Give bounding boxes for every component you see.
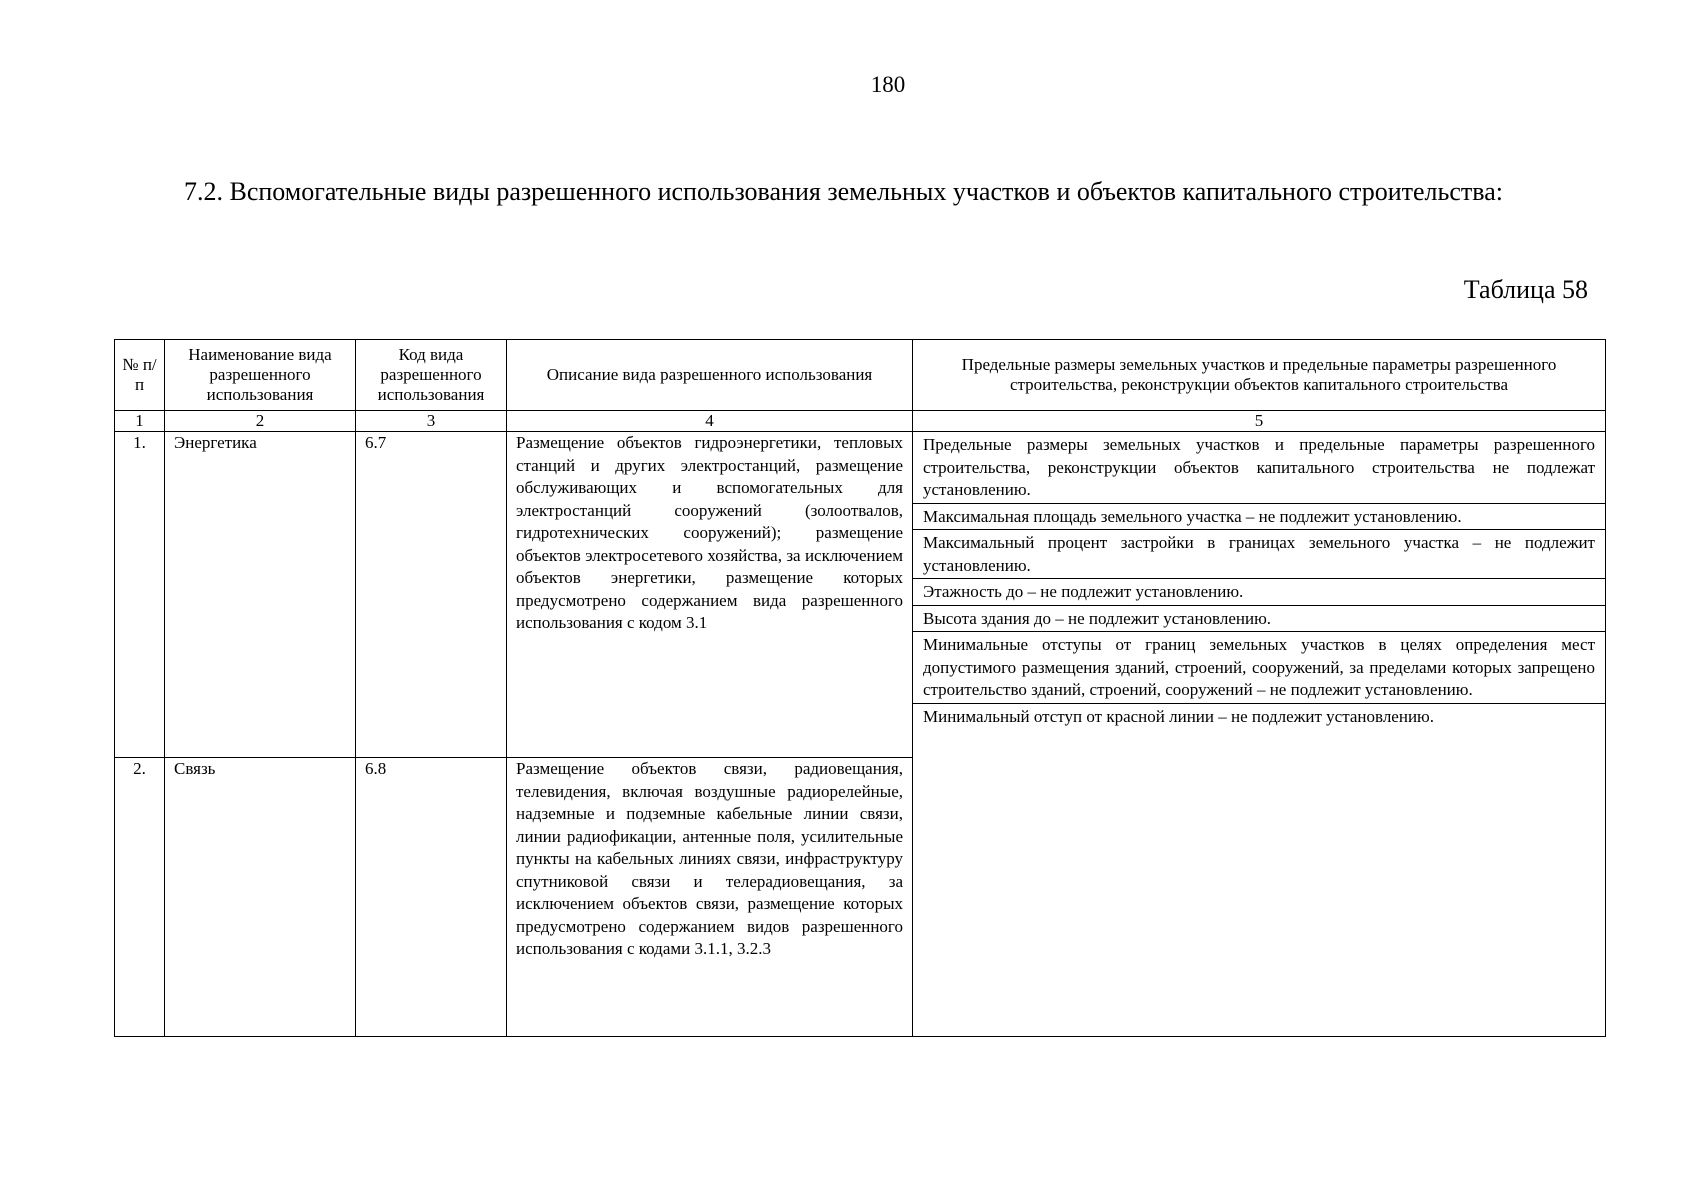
land-use-table — [114, 339, 1606, 1037]
header-no: № п/п — [115, 340, 165, 411]
row-no: 2. — [115, 758, 165, 1037]
table-row — [115, 432, 1606, 758]
section-heading-text: 7.2. Вспомогательные виды разрешенного использования земельных участков и объектов капитального строительства: — [184, 177, 1503, 206]
table-caption: Таблица 58 — [1463, 275, 1588, 304]
parameter-item: Этажность до – не подлежит установлению. — [913, 579, 1605, 606]
column-number-row — [115, 411, 1606, 432]
section-heading — [114, 176, 1588, 208]
header-name: Наименование вида разрешенного использования — [165, 340, 356, 411]
parameter-item: Высота здания до – не подлежит установлению. — [913, 606, 1605, 633]
column-number: 1 — [115, 411, 165, 432]
row-no: 1. — [115, 432, 165, 758]
parameter-item: Максимальная площадь земельного участка – не подлежит установлению. — [913, 504, 1605, 531]
parameter-item: Предельные размеры земельных участков и предельные параметры разрешенного строительства, реконструкции объектов капитального строительства не подлежат установлению. — [913, 432, 1605, 504]
header-code: Код вида разрешенного использования — [356, 340, 507, 411]
column-number: 2 — [165, 411, 356, 432]
column-number: 3 — [356, 411, 507, 432]
column-number: 4 — [507, 411, 913, 432]
page-number: 180 — [870, 72, 906, 97]
row-description: Размещение объектов связи, радиовещания, телевидения, включая воздушные радиорелейные, надземные и подземные кабельные линии связи, линии радиофикации, антенные поля, усилительные пункты на кабельных линиях связи, инфраструктуру спутниковой связи и телерадиовещания, за исключением объектов связи, размещение которых предусмотрено содержанием видов разрешенного использования с кодами 3.1.1, 3.2.3 — [507, 758, 913, 1037]
row-name: Связь — [165, 758, 356, 1037]
parameter-item: Минимальные отступы от границ земельных участков в целях определения мест допустимого размещения зданий, строений, сооружений, за пределами которых запрещено строительство зданий, строений, сооружений – не подлежит установлению. — [913, 632, 1605, 704]
parameters-cell — [913, 432, 1606, 1037]
header-parameters: Предельные размеры земельных участков и предельные параметры разрешенного строительства, реконструкции объектов капитального строительства — [913, 340, 1606, 411]
column-number: 5 — [913, 411, 1606, 432]
row-code: 6.7 — [356, 432, 507, 758]
row-code: 6.8 — [356, 758, 507, 1037]
header-description: Описание вида разрешенного использования — [507, 340, 913, 411]
row-name: Энергетика — [165, 432, 356, 758]
table-header-row — [115, 340, 1606, 411]
parameter-item: Максимальный процент застройки в границах земельного участка – не подлежит установлению. — [913, 530, 1605, 579]
row-description: Размещение объектов гидроэнергетики, тепловых станций и других электростанций, размещение обслуживающих и вспомогательных для электростанций сооружений (золоотвалов, гидротехнических сооружений); размещение объектов электросетевого хозяйства, за исключением объектов энергетики, размещение которых предусмотрено содержанием вида разрешенного использования с кодом 3.1 — [507, 432, 913, 758]
parameter-item: Минимальный отступ от красной линии – не подлежит установлению. — [923, 706, 1434, 726]
